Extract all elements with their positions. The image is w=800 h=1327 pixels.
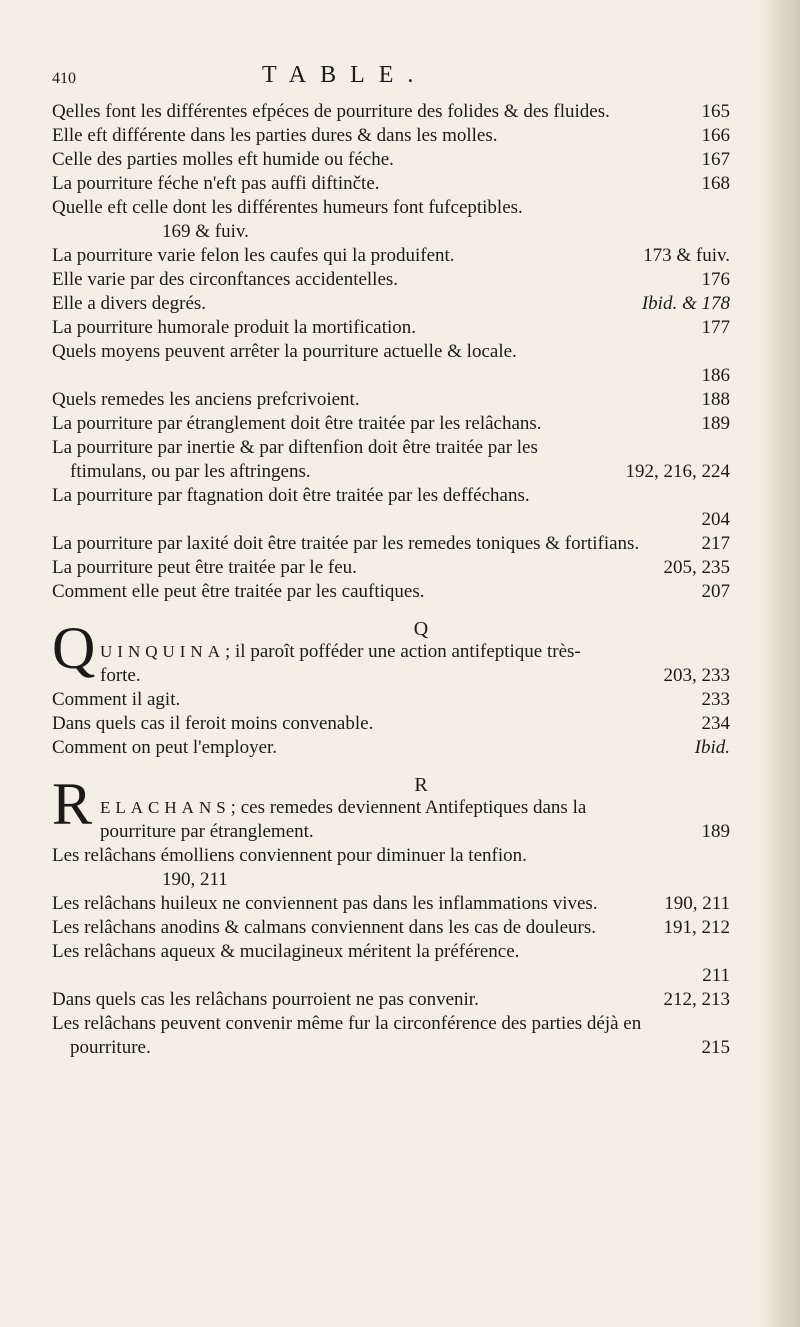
index-entry: [52, 292, 730, 316]
entry-ref: 203, 233: [663, 665, 730, 686]
index-entry: [52, 1012, 730, 1060]
entry-text: Elle a divers degrés.: [52, 293, 207, 314]
index-entry: [52, 172, 730, 196]
index-entry: [52, 148, 730, 172]
entry-text: Elle varie par des circonftances accidentelles.: [52, 269, 399, 290]
entry-ref: 177: [701, 317, 730, 338]
entry-text: ; il paroît pofféder une action antifeptique très-forte.: [100, 641, 581, 686]
index-entry: [52, 580, 730, 604]
entry-text: Les relâchans anodins & calmans conviennent dans les cas de douleurs.: [52, 917, 596, 938]
page-number: 410: [52, 70, 76, 87]
entry-text: La pourriture féche n'eft pas auffi diftinčte.: [52, 173, 380, 194]
entry-text: Comment elle peut être traitée par les cauftiques.: [52, 581, 425, 602]
entry-ref: 168: [701, 173, 730, 194]
drop-cap: R: [52, 771, 93, 837]
entry-text: Elle eft différente dans les parties dures & dans les molles.: [52, 125, 498, 146]
section-r: [52, 771, 730, 1060]
page: [52, 62, 730, 1060]
entry-ref: 204: [701, 509, 730, 530]
entries-list: [52, 100, 730, 604]
index-entry: [52, 844, 730, 892]
entry-ref: 188: [701, 389, 730, 410]
entry-text: Qelles font les différentes efpéces de pourriture des folides & des fluides.: [52, 101, 610, 122]
entry-ref: Ibid. & 178: [641, 293, 730, 314]
entry-text: Celle des parties molles eft humide ou féche.: [52, 149, 394, 170]
page-edge-shadow: [760, 0, 800, 1327]
index-entry: [52, 268, 730, 292]
entry-ref: 205, 235: [663, 557, 730, 578]
entry-ref: 211: [702, 965, 730, 986]
index-entry: [52, 736, 730, 760]
index-entry: [52, 916, 730, 940]
index-entry: [52, 988, 730, 1012]
entry-ref: 169 & fuiv.: [162, 221, 249, 242]
entry-text: Comment on peut l'employer.: [52, 737, 278, 758]
index-entry: [52, 556, 730, 580]
index-entry: [52, 484, 730, 532]
entry-ref: 207: [701, 581, 730, 602]
entry-text: La pourriture par étranglement doit être traitée par les relâchans.: [52, 413, 542, 434]
index-entry: [52, 688, 730, 712]
entry-text: La pourriture peut être traitée par le feu.: [52, 557, 357, 578]
entry-ref: 233: [701, 689, 730, 710]
entry-text: Dans quels cas les relâchans pourroient ne pas convenir.: [52, 989, 479, 1010]
section-q: [52, 615, 730, 760]
entry-text: La pourriture varie felon les caufes qui la produifent.: [52, 245, 455, 266]
index-entry: [52, 340, 730, 388]
entry-text: Quels remedes les anciens prefcrivoient.: [52, 389, 360, 410]
index-entry: [52, 244, 730, 268]
entry-ref: 234: [701, 713, 730, 734]
index-entry: [52, 712, 730, 736]
entry-text: Comment il agit.: [52, 689, 181, 710]
entry-ref: Ibid.: [694, 737, 730, 758]
entry-ref: 192, 216, 224: [625, 461, 730, 482]
entry-text: Les relâchans émolliens conviennent pour diminuer la tenfion.: [52, 845, 527, 866]
entry-text: Les relâchans peuvent convenir même fur la circonférence des parties déjà en pourriture.: [52, 1013, 642, 1058]
entry-ref: 212, 213: [663, 989, 730, 1010]
index-entry: [52, 796, 730, 844]
entry-text: La pourriture par inertie & par diftenfion doit être traitée par les ftimulans, ou par les aftringens.: [52, 437, 538, 482]
index-entry: [52, 940, 730, 988]
entry-text: La pourriture humorale produit la mortification.: [52, 317, 417, 338]
entry-ref: 217: [701, 533, 730, 554]
entry-ref: 189: [701, 413, 730, 434]
entry-ref: 189: [701, 821, 730, 842]
entry-text: Quelle eft celle dont les différentes humeurs font fufceptibles.: [52, 197, 523, 218]
entry-headword: UINQUINA: [100, 642, 225, 661]
drop-cap: Q: [52, 615, 96, 681]
entry-ref: 215: [701, 1037, 730, 1058]
page-header: [52, 62, 730, 100]
index-entry: [52, 316, 730, 340]
entry-ref: 167: [701, 149, 730, 170]
entry-ref: 190, 211: [664, 893, 730, 914]
index-entry: [52, 124, 730, 148]
entry-ref: 176: [701, 269, 730, 290]
entry-text: La pourriture par laxité doit être traitée par les remedes toniques & fortifians.: [52, 533, 640, 554]
entry-text: ; ces remedes deviennent Antifeptiques dans la pourriture par étranglement.: [100, 797, 587, 842]
section-letter: Q: [413, 618, 429, 640]
entry-text: Les relâchans aqueux & mucilagineux méritent la préférence.: [52, 941, 520, 962]
entry-ref: 186: [701, 365, 730, 386]
index-entry: [52, 532, 730, 556]
entry-text: La pourriture par ftagnation doit être traitée par les defféchans.: [52, 485, 530, 506]
entry-ref: 190, 211: [162, 869, 228, 890]
index-entry: [52, 436, 730, 484]
entry-text: Les relâchans huileux ne conviennent pas dans les inflammations vives.: [52, 893, 598, 914]
entry-ref: 173 & fuiv.: [643, 245, 730, 266]
entry-text: Dans quels cas il feroit moins convenable.: [52, 713, 374, 734]
index-entry: [52, 196, 730, 244]
entry-ref: 191, 212: [663, 917, 730, 938]
entry-ref: 166: [701, 125, 730, 146]
index-entry: [52, 412, 730, 436]
index-entry: [52, 640, 730, 688]
section-letter: R: [414, 774, 428, 796]
entry-headword: ELACHANS: [100, 798, 231, 817]
entry-ref: 165: [701, 101, 730, 122]
entry-text: Quels moyens peuvent arrêter la pourriture actuelle & locale.: [52, 341, 517, 362]
index-entry: [52, 892, 730, 916]
index-entry: [52, 388, 730, 412]
index-entry: [52, 100, 730, 124]
running-title: TABLE.: [262, 62, 428, 88]
